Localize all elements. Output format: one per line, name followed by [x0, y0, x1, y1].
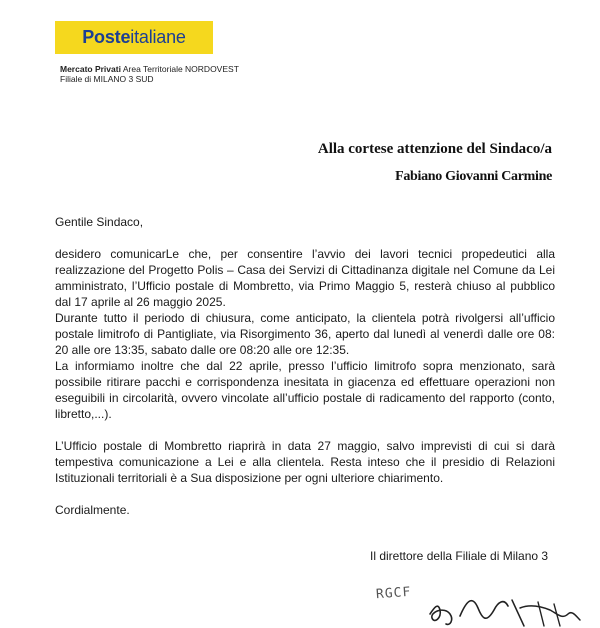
sender-line-1: [60, 64, 239, 74]
letter-paragraph-1: desidero comunicarLe che, per consentire l’avvio dei lavori tecnici propedeutici alla realizzazione del Progetto Polis – Casa dei Servizi di Cittadinanza digitale nel Comune da Lei amministrato, l’Ufficio postale di Mombretto, via Primo Maggio 5, resterà chiuso al pubblico dal 17 aprile al 26 maggio 2025.: [55, 247, 555, 309]
sender-division: Mercato Privati: [60, 64, 121, 74]
poste-italiane-logo: [55, 21, 213, 54]
letter-paragraph-4: L’Ufficio postale di Mombretto riaprirà in data 27 maggio, salvo imprevisti di cui si darà tempestiva comunicazione a Lei e alla clientela. Resta inteso che il presidio di Relazioni Istituzionali territoriali è a Sua disposizione per ogni ulteriore chiarimento.: [55, 439, 555, 485]
sender-area: Area Territoriale NORDOVEST: [120, 64, 239, 74]
logo-text-light: italiane: [130, 27, 186, 47]
sender-line-2: Filiale di MILANO 3 SUD: [60, 74, 154, 84]
letter-closing: Cordialmente.: [55, 503, 130, 517]
recipient-attention: Alla cortese attenzione del Sindaco/a: [317, 141, 552, 157]
handwritten-signature: [420, 580, 585, 628]
letter-body: [55, 214, 555, 518]
handwritten-initials: RGCF: [375, 584, 412, 603]
logo-text-bold: Poste: [82, 27, 131, 47]
letter-paragraph-3: La informiamo inoltre che dal 22 aprile, presso l’ufficio limitrofo sopra menzionato, sarà possibile ritirare pacchi e corrispondenza inesitata in giacenza ed effettuare operazioni non eseguibili in circolarità, ovvero vincolate all’ufficio postale di radicamento del rapporto (conto, libretto,...).: [55, 359, 555, 421]
recipient-name: Fabiano Giovanni Carmine: [395, 169, 552, 184]
recipient-block: [318, 138, 552, 188]
sender-block: [60, 64, 239, 84]
letter-paragraph-2: Durante tutto il periodo di chiusura, come anticipato, la clientela potrà rivolgersi all’ufficio postale limitrofo di Pantigliate, via Risorgimento 36, aperto dal lunedì al venerdì dalle ore 08: 20 alle ore 13:35, sabato dalle ore 08:20 alle ore 12:35.: [55, 311, 555, 357]
letter-greeting: Gentile Sindaco,: [55, 215, 144, 229]
signoff-role: Il direttore della Filiale di Milano 3: [370, 549, 549, 563]
